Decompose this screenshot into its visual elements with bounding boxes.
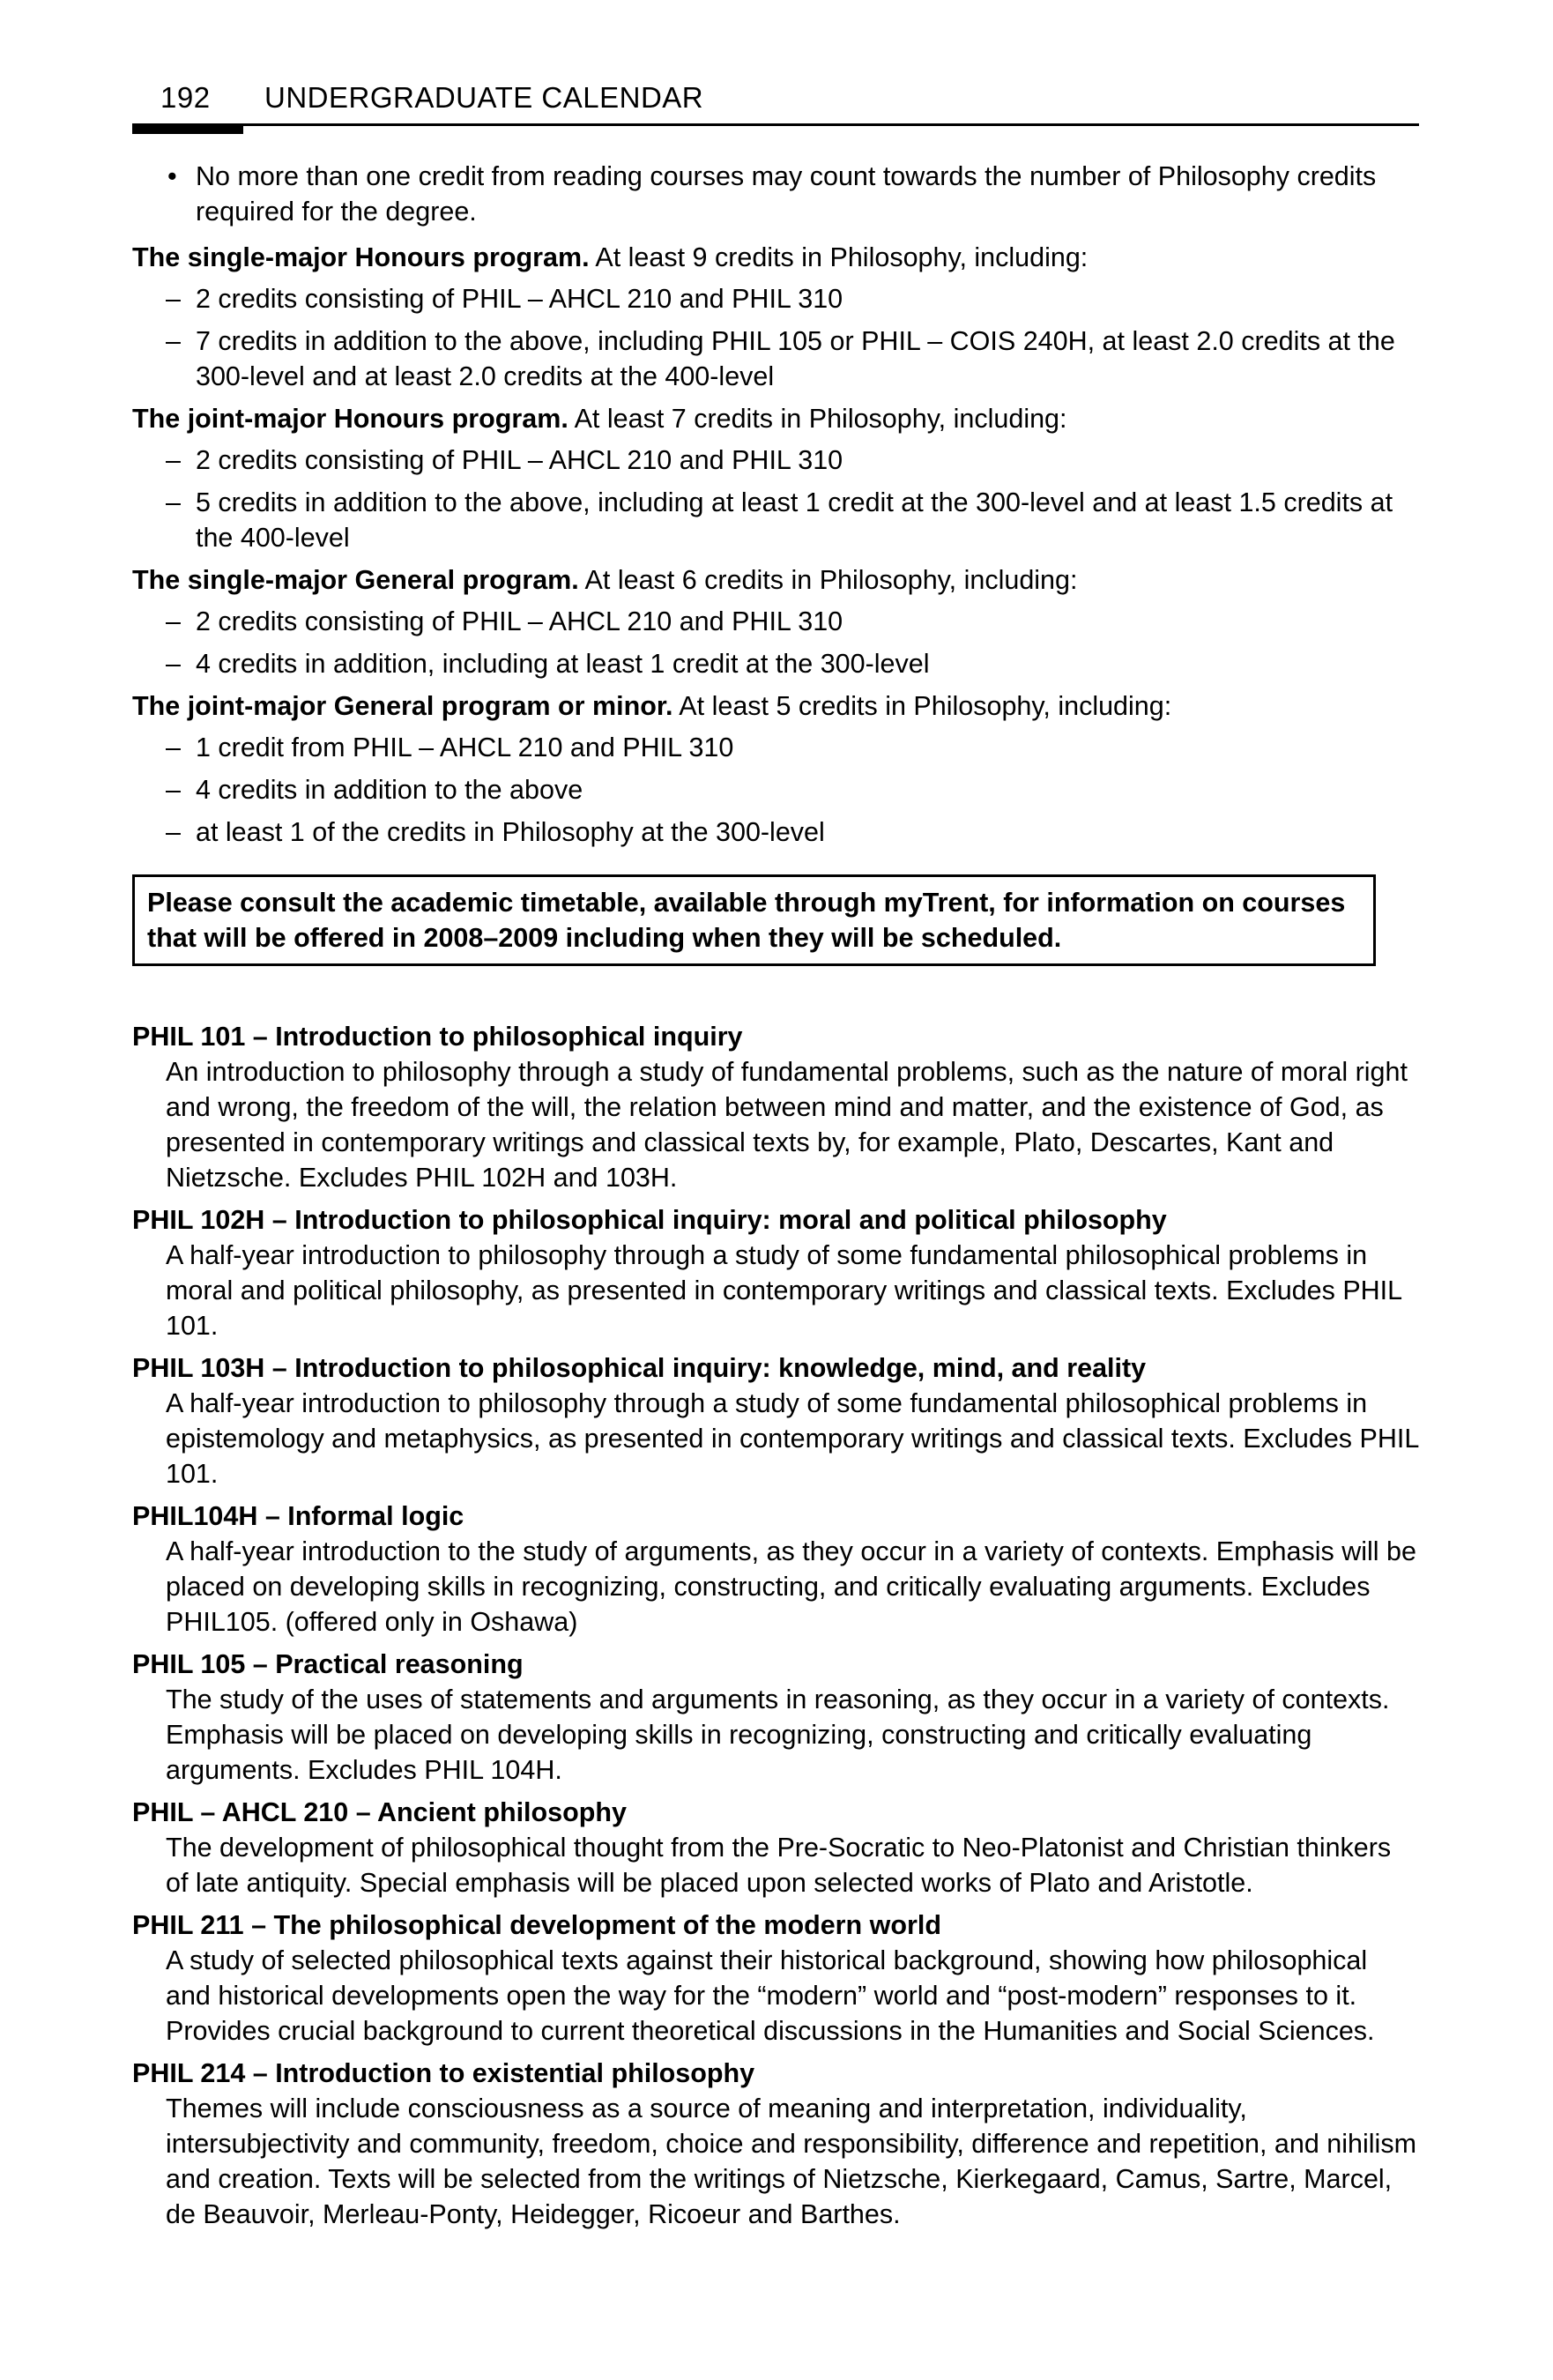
course-description: A half-year introduction to the study of arguments, as they occur in a variety of contexts. Emphasis will be placed on developing skills in recognizing, constructing, and critically evaluating arguments. Excludes PHIL105. (offered only in Oshawa)	[166, 1536, 1416, 1637]
page-number: 192	[160, 81, 211, 114]
program-name: The single-major General program.	[132, 565, 579, 595]
course-description: The study of the uses of statements and arguments in reasoning, as they occur in a variety of contexts. Emphasis will be placed on developing skills in recognizing, constructing and critically evaluating arguments. Excludes PHIL 104H.	[166, 1685, 1390, 1785]
list-item-text: 2 credits consisting of PHIL – AHCL 210 and PHIL 310	[196, 445, 843, 475]
course-description: A study of selected philosophical texts against their historical background, showing how philosophical and historical developments open the way for the “modern” world and “post-modern” responses to it. Provides crucial background to current theoretical discussions in the Humanities and Social Sciences.	[166, 1945, 1375, 2046]
course-description: Themes will include consciousness as a source of meaning and interpretation, individuality, intersubjectivity and community, freedom, choice and responsibility, difference and repetition, and nihilism and creation. Texts will be selected from the writings of Nietzsche, Kierkegaard, Camus, Sartre, Marcel, de Beauvoir, Merleau-Ponty, Heidegger, Ricoeur and Barthes.	[166, 2094, 1416, 2229]
program-requirements	[132, 240, 1419, 394]
list-item	[132, 730, 1419, 765]
course-title: PHIL 214 – Introduction to existential philosophy	[132, 2058, 755, 2088]
list-item	[132, 443, 1419, 478]
course-entry	[132, 1795, 1419, 1900]
dash-icon: –	[166, 487, 181, 517]
intro-bullet-text: No more than one credit from reading courses may count towards the number of Philosophy credits required for the degree.	[196, 161, 1377, 227]
dash-icon: –	[166, 445, 181, 475]
list-item	[132, 485, 1419, 555]
program-requirements	[132, 688, 1419, 850]
program-summary: At least 6 credits in Philosophy, including:	[578, 565, 1078, 595]
dash-icon: –	[166, 733, 181, 762]
list-item-text: 5 credits in addition to the above, including at least 1 credit at the 300-level and at least 1.5 credits at the 400-level	[196, 487, 1393, 553]
program-name: The single-major Honours program.	[132, 242, 590, 272]
dash-icon: –	[166, 775, 181, 805]
program-summary: At least 5 credits in Philosophy, including:	[672, 691, 1172, 721]
dash-icon: –	[166, 817, 181, 847]
list-item	[132, 324, 1419, 394]
list-item-text: 7 credits in addition to the above, including PHIL 105 or PHIL – COIS 240H, at least 2.0 credits at the 300-level and at least 2.0 credits at the 400-level	[196, 326, 1395, 391]
course-entry	[132, 2056, 1419, 2232]
program-summary: At least 7 credits in Philosophy, including:	[568, 404, 1067, 434]
program-name: The joint-major Honours program.	[132, 404, 568, 434]
program-summary: At least 9 credits in Philosophy, including:	[589, 242, 1089, 272]
course-entry	[132, 1908, 1419, 2049]
course-description: The development of philosophical thought from the Pre-Socratic to Neo-Platonist and Christian thinkers of late antiquity. Special emphasis will be placed upon selected works of Plato and Aristotle.	[166, 1833, 1392, 1898]
course-entry	[132, 1499, 1419, 1640]
list-item	[132, 772, 1419, 807]
dash-icon: –	[166, 606, 181, 636]
course-title: PHIL – AHCL 210 – Ancient philosophy	[132, 1797, 627, 1827]
list-item	[132, 646, 1419, 681]
list-item-text: 2 credits consisting of PHIL – AHCL 210 and PHIL 310	[196, 284, 843, 314]
list-item	[132, 604, 1419, 639]
list-item-text: 2 credits consisting of PHIL – AHCL 210 and PHIL 310	[196, 606, 843, 636]
timetable-notice: Please consult the academic timetable, available through myTrent, for information on courses that will be offered in 2008–2009 including when they will be scheduled.	[132, 874, 1376, 966]
course-title: PHIL 211 – The philosophical development of the modern world	[132, 1910, 941, 1940]
course-entry	[132, 1202, 1419, 1343]
course-description: A half-year introduction to philosophy through a study of some fundamental philosophical problems in epistemology and metaphysics, as presented in contemporary writings and classical texts. Excludes PHIL 101.	[166, 1388, 1419, 1489]
header-rule	[243, 123, 1419, 126]
list-item	[132, 281, 1419, 316]
page-header	[132, 81, 1419, 125]
course-entry	[132, 1350, 1419, 1491]
dash-icon: –	[166, 649, 181, 679]
course-title: PHIL 102H – Introduction to philosophical inquiry: moral and political philosophy	[132, 1205, 1167, 1235]
course-title: PHIL 101 – Introduction to philosophical inquiry	[132, 1022, 743, 1052]
list-item-text: at least 1 of the credits in Philosophy at the 300-level	[196, 817, 825, 847]
program-name: The joint-major General program or minor.	[132, 691, 673, 721]
course-description: A half-year introduction to philosophy through a study of some fundamental philosophical problems in moral and political philosophy, as presented in contemporary writings and classical texts. Excludes PHIL 101.	[166, 1240, 1401, 1341]
program-requirements	[132, 562, 1419, 681]
page-body	[132, 159, 1419, 2239]
dash-icon: –	[166, 284, 181, 314]
list-item	[132, 814, 1419, 850]
calendar-page	[132, 0, 1419, 2380]
intro-bullet	[132, 159, 1419, 229]
header-rule-thick	[132, 123, 243, 134]
list-item-text: 4 credits in addition, including at least 1 credit at the 300-level	[196, 649, 930, 679]
list-item-text: 4 credits in addition to the above	[196, 775, 583, 805]
course-title: PHIL 103H – Introduction to philosophical inquiry: knowledge, mind, and reality	[132, 1353, 1147, 1383]
program-requirements	[132, 401, 1419, 555]
bullet-icon: •	[167, 161, 177, 191]
running-title: UNDERGRADUATE CALENDAR	[264, 81, 704, 114]
list-item-text: 1 credit from PHIL – AHCL 210 and PHIL 310	[196, 733, 734, 762]
course-entry	[132, 1019, 1419, 1195]
course-title: PHIL 105 – Practical reasoning	[132, 1649, 524, 1679]
dash-icon: –	[166, 326, 181, 356]
course-description: An introduction to philosophy through a study of fundamental problems, such as the nature of moral right and wrong, the freedom of the will, the relation between mind and matter, and the existence of God, as presented in contemporary writings and classical texts by, for example, Plato, Descartes, Kant and Nietzsche. Excludes PHIL 102H and 103H.	[166, 1057, 1408, 1193]
course-title: PHIL104H – Informal logic	[132, 1501, 464, 1531]
course-entry	[132, 1647, 1419, 1788]
